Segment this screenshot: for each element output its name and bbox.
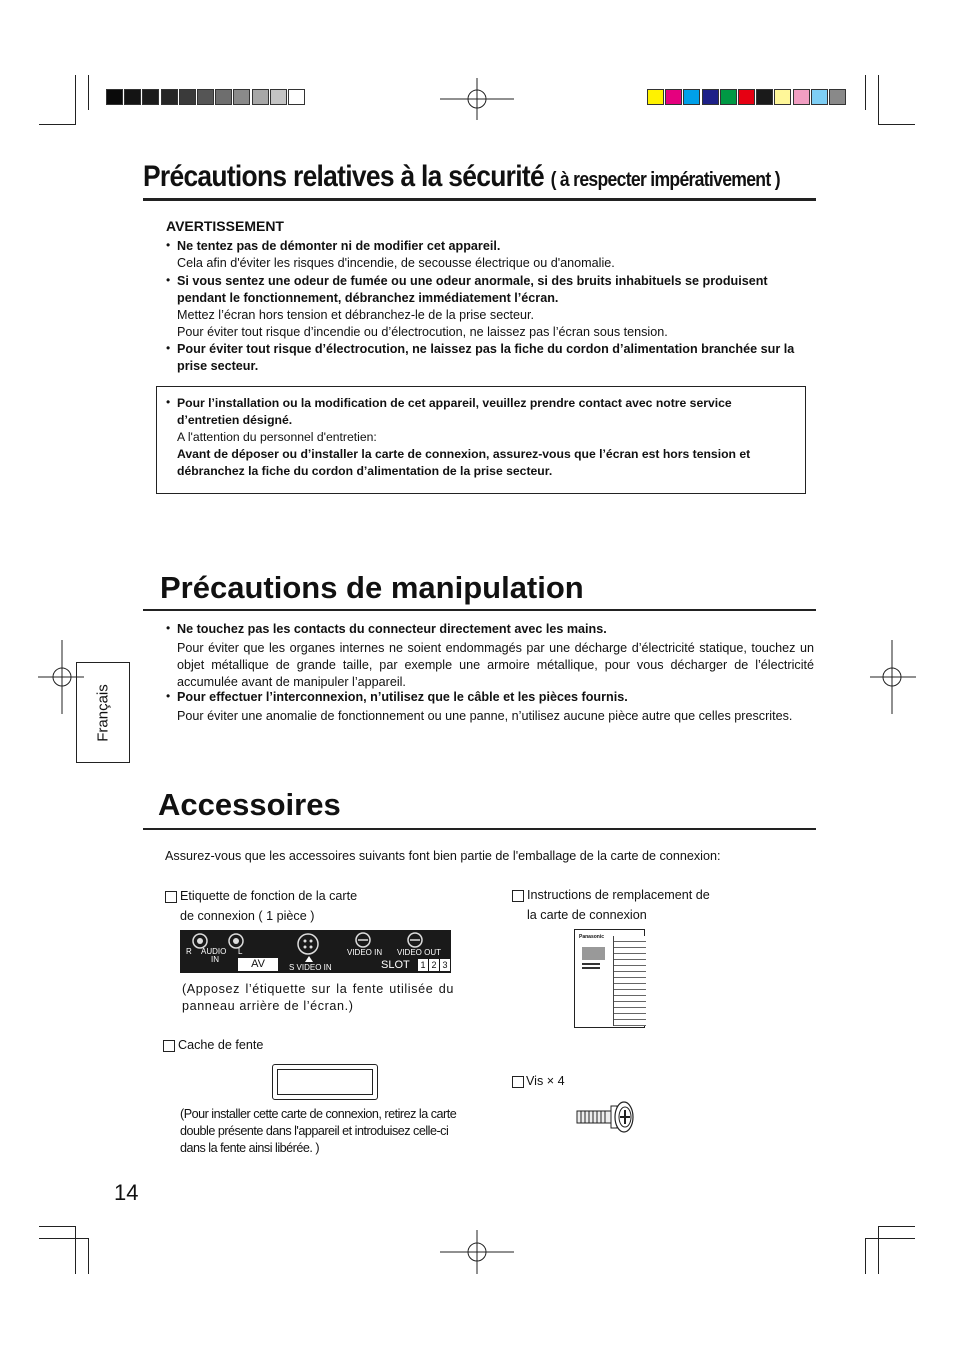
label-av: AV bbox=[251, 958, 265, 970]
label-video-in: VIDEO IN bbox=[347, 948, 383, 957]
registration-mark-top bbox=[440, 78, 514, 120]
service-box-text: A l'attention du personnel d'entretien: bbox=[177, 430, 377, 444]
service-box-bold-1: Pour l’installation ou la modification de cet appareil, veuillez prendre contact avec notre service d’entretien désigné. bbox=[177, 396, 732, 427]
booklet-bar bbox=[582, 963, 600, 965]
arrow-up-icon bbox=[305, 956, 313, 962]
color-swatch bbox=[215, 89, 232, 105]
language-tab bbox=[76, 662, 130, 763]
handling-item-2-bold: Pour effectuer l’interconnexion, n’utilisez que le câble et les pièces fournis. bbox=[177, 690, 628, 704]
bullet: • bbox=[166, 689, 171, 703]
accessories-title: Accessoires bbox=[158, 787, 341, 822]
bullet: • bbox=[166, 341, 171, 355]
accessories-intro: Assurez-vous que les accessoires suivants font bien partie de l'emballage de la carte de connexion: bbox=[165, 849, 721, 863]
color-swatch bbox=[270, 89, 287, 105]
screw-icon bbox=[575, 1100, 635, 1134]
handling-item-2 bbox=[177, 689, 817, 725]
warning-item-1 bbox=[177, 238, 807, 272]
color-swatch bbox=[179, 89, 196, 105]
warning-item-2-text-2: Pour éviter tout risque d’incendie ou d’électrocution, ne laissez pas l’écran sous tension. bbox=[177, 325, 668, 339]
slot-number-3: 3 bbox=[442, 960, 448, 970]
color-swatch bbox=[756, 89, 773, 105]
registration-mark-right bbox=[870, 640, 916, 714]
label-item-line2: de connexion ( 1 pièce ) bbox=[180, 909, 315, 923]
service-box-content bbox=[177, 395, 797, 480]
color-swatch bbox=[124, 89, 141, 105]
warning-item-2 bbox=[177, 273, 807, 341]
label-audio: AUDIO bbox=[201, 947, 227, 956]
handling-item-1 bbox=[177, 621, 814, 691]
language-tab-label: Français bbox=[94, 683, 112, 742]
color-swatch bbox=[233, 89, 250, 105]
label-in: IN bbox=[211, 955, 219, 964]
video-in-jack-icon bbox=[355, 932, 371, 948]
bullet: • bbox=[166, 238, 171, 252]
registration-mark-bottom bbox=[440, 1230, 514, 1274]
booklet-text-lines bbox=[613, 936, 646, 1026]
instructions-item-line1: Instructions de remplacement de bbox=[527, 888, 710, 902]
instructions-booklet-illustration bbox=[574, 929, 645, 1028]
color-swatch bbox=[720, 89, 737, 105]
booklet-brand: Panasonic bbox=[579, 934, 605, 940]
label-item-line1: Etiquette de fonction de la carte bbox=[180, 889, 358, 903]
handling-item-2-text: Pour éviter une anomalie de fonctionnement ou une panne, n’utilisez aucune pièce autre que celles prescrites. bbox=[177, 709, 793, 723]
warning-item-1-bold: Ne tentez pas de démonter ni de modifier cet appareil. bbox=[177, 239, 501, 253]
checkbox-instructions bbox=[512, 890, 524, 902]
color-swatch bbox=[161, 89, 178, 105]
bullet: • bbox=[166, 273, 171, 287]
warning-item-3: Pour éviter tout risque d’électrocution, ne laissez pas la fiche du cordon d’alimentation branchée sur la prise secteur. bbox=[177, 342, 795, 373]
label-l: L bbox=[238, 947, 243, 956]
slot-number-1: 1 bbox=[418, 959, 429, 971]
checkbox-label bbox=[165, 891, 177, 903]
bullet: • bbox=[166, 395, 171, 409]
video-out-jack-icon bbox=[407, 932, 423, 948]
color-swatch bbox=[774, 89, 791, 105]
color-swatch bbox=[106, 89, 123, 105]
color-swatch bbox=[683, 89, 700, 105]
safety-title-text: Précautions relatives à la sécurité bbox=[143, 160, 544, 193]
bullet: • bbox=[166, 621, 171, 635]
label-av-box bbox=[238, 958, 278, 971]
label-item-note: (Apposez l’étiquette sur la fente utilisée du panneau arrière de l’écran.) bbox=[182, 982, 454, 1013]
label-svideo: S VIDEO IN bbox=[289, 963, 332, 972]
cache-item-note: (Pour installer cette carte de connexion, retirez la carte double présente dans l'appareil et introduisez celle-ci dans la fente ainsi libérée. ) bbox=[180, 1107, 457, 1155]
cache-item-label: Cache de fente bbox=[178, 1038, 264, 1052]
booklet-bar bbox=[582, 967, 600, 969]
color-swatch bbox=[665, 89, 682, 105]
color-swatch bbox=[738, 89, 755, 105]
warning-item-2-bold: Si vous sentez une odeur de fumée ou une odeur anormale, si des bruits inhabituels se produisent pendant le fonctionnement, débranchez immédiatement l’écran. bbox=[177, 274, 768, 305]
screw-item-label: Vis × 4 bbox=[526, 1074, 565, 1088]
checkbox-screw bbox=[512, 1076, 524, 1088]
handling-item-1-text: Pour éviter que les organes internes ne soient endommagés par une décharge d’électricité statique, touchez un objet métallique de grande taille, par exemple une armoire métallique, pour vous décharger de l’électricité accumulée avant de manipuler l’appareil. bbox=[177, 641, 814, 689]
safety-title bbox=[143, 160, 780, 194]
warning-heading: AVERTISSEMENT bbox=[166, 218, 284, 234]
color-swatch bbox=[829, 89, 846, 105]
checkbox-cache bbox=[163, 1040, 175, 1052]
slot-number-2: 2 bbox=[429, 959, 440, 971]
instructions-item-line2: la carte de connexion bbox=[527, 908, 647, 922]
handling-title: Précautions de manipulation bbox=[160, 570, 584, 605]
function-label-strip bbox=[180, 930, 451, 973]
safety-title-rule bbox=[143, 198, 816, 201]
color-swatch bbox=[793, 89, 810, 105]
accessories-title-rule bbox=[143, 828, 816, 830]
handling-title-rule bbox=[143, 609, 816, 611]
safety-subtitle: ( à respecter impérativement ) bbox=[550, 169, 780, 191]
color-swatch bbox=[197, 89, 214, 105]
page-number: 14 bbox=[114, 1180, 139, 1205]
label-slot: SLOT bbox=[381, 959, 410, 971]
warning-item-2-text-1: Mettez l’écran hors tension et débranchez-le de la prise secteur. bbox=[177, 308, 535, 322]
label-video-out: VIDEO OUT bbox=[397, 948, 442, 957]
handling-item-1-bold: Ne touchez pas les contacts du connecteur directement avec les mains. bbox=[177, 622, 607, 636]
booklet-image bbox=[582, 947, 605, 960]
service-box-bold-2: Avant de déposer ou d’installer la carte de connexion, assurez-vous que l’écran est hors tension et débranchez la fiche du cordon d’alimentation de la prise secteur. bbox=[177, 447, 751, 478]
color-swatch bbox=[142, 89, 159, 105]
slot-cover-illustration bbox=[272, 1064, 378, 1100]
color-swatch bbox=[702, 89, 719, 105]
label-r: R bbox=[186, 947, 192, 956]
color-swatch bbox=[288, 89, 305, 105]
color-swatch bbox=[252, 89, 269, 105]
slot-cover-inner bbox=[277, 1069, 373, 1095]
slot-numbers bbox=[418, 959, 450, 971]
warning-item-1-text: Cela afin d'éviter les risques d'incendie, de secousse électrique ou d'anomalie. bbox=[177, 256, 615, 270]
color-swatch bbox=[811, 89, 828, 105]
color-swatch bbox=[647, 89, 664, 105]
s-video-jack-icon bbox=[296, 932, 320, 956]
